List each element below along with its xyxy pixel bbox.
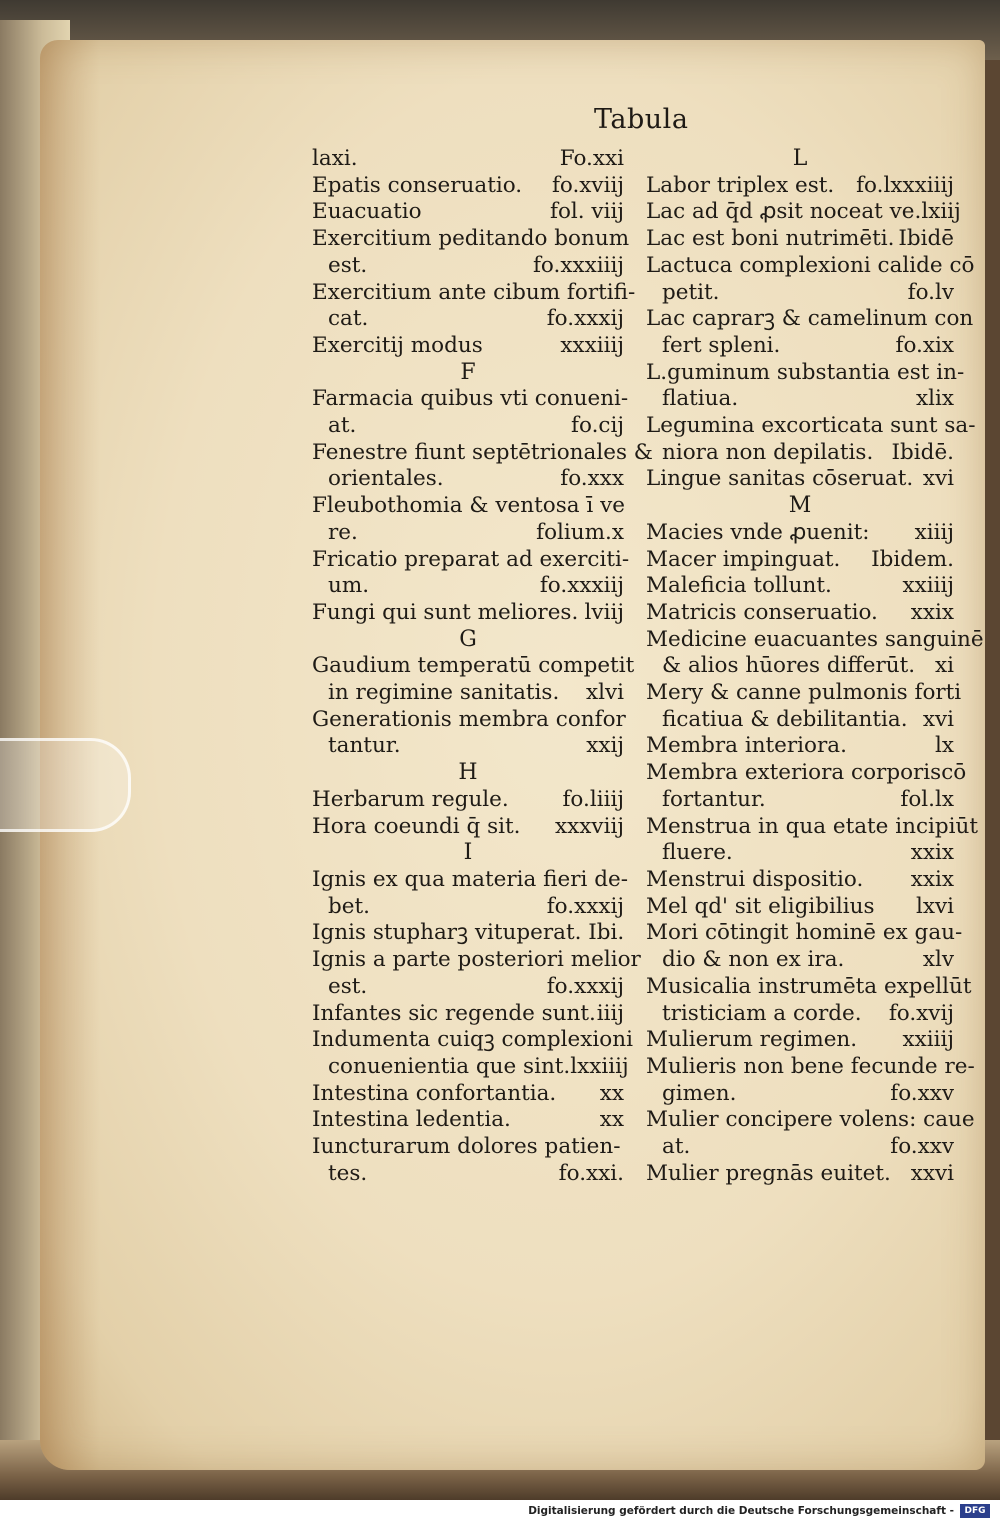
entry-line [312,866,628,894]
entry-line [312,947,641,974]
folio-reference: xxix [910,840,954,866]
folio-reference: xxiiij [902,1027,954,1053]
section-letter: F [460,359,476,385]
entry-text: L.guminum substantia est in- [646,359,965,385]
entry-line [646,1081,954,1108]
entry-line [646,813,979,841]
index-entry [646,894,954,921]
folio-reference: xvi [922,706,954,732]
entry-line [646,600,954,627]
index-entry [312,1027,633,1080]
folio-reference: iiij [596,1000,624,1026]
entry-line [312,1107,624,1134]
entry-text: Macer impinguat. [646,546,841,572]
entry-text: Lac est boni nutrimēti. [646,226,895,252]
entry-text: Euacuatio [312,199,422,225]
index-entry [312,1134,624,1187]
entry-line [646,653,954,680]
folio-reference: lviij [584,599,624,625]
entry-line [646,386,954,413]
entry-text: tes. [328,1160,368,1186]
entry-line [646,173,954,200]
entry-text: Intestina ledentia. [312,1107,511,1133]
entry-text: re. [328,519,358,545]
entry-line [646,626,984,654]
index-entry [312,653,635,706]
folio-reference: fo.xxxiiij [532,252,624,278]
entry-line [312,333,624,360]
index-entry [646,680,962,733]
entry-text: Iuncturarum dolores patien- [312,1134,621,1160]
index-entry [646,1053,975,1107]
folio-reference: fo.cij [571,413,624,439]
index-entry [312,1107,624,1134]
folio-reference: xlv [922,947,954,973]
dfg-logo: DFG [960,1504,990,1518]
index-entry [312,173,624,200]
entry-text: at. [662,1134,691,1160]
index-entry [312,226,630,279]
entry-line [312,974,624,1001]
section-letter: G [459,626,477,652]
entry-text: est. [328,973,368,999]
entry-line [312,1027,633,1054]
index-entry [646,1161,954,1188]
entry-line [312,386,629,413]
index-entry [646,306,974,359]
index-entry [646,973,972,1027]
folio-reference: Ibidē. [891,439,954,465]
entry-text: Fricatio preparat ad exerciti- [312,546,630,572]
section-letter: I [463,840,473,866]
folio-reference: fo.xxxij [546,306,624,332]
entry-text: tantur. [328,733,401,759]
entry-text: Herbarum regule. [312,786,509,812]
entry-text: Lac caprarꝫ & camelinum con [646,306,974,332]
entry-line [646,547,954,574]
entry-line [312,279,636,307]
entry-text: Mori cōtingit hominē ex gau- [646,920,963,946]
folio-reference: fo.lxxxiiij [856,172,954,198]
folio-reference: lxiij [921,199,961,225]
entry-text: Fleubothomia & ventosa ī ve [312,493,625,519]
index-entry [312,199,624,226]
entry-line [646,1001,954,1028]
entry-text: Menstrui dispositio. [646,866,864,892]
folio-reference: xxxiiij [560,332,624,358]
entry-line [312,466,624,493]
index-entry [646,520,954,547]
index-column-left [312,146,653,1187]
index-entry [646,199,961,226]
index-entry [646,600,954,627]
index-entry [646,252,975,306]
folio-reference: Ibidem. [871,546,954,572]
entry-line [312,439,653,467]
folio-reference: xiiij [914,519,954,545]
section-letter: L [792,146,808,171]
entry-text: flatiua. [662,386,739,412]
entry-line [646,280,954,307]
folio-reference: xlvi [585,680,624,706]
folio-reference: fo.xxv [890,1134,954,1160]
folio-reference: lxvi [915,893,954,919]
index-entry [646,733,954,760]
folio-reference: xx [599,1107,624,1133]
entry-text: laxi. [312,146,358,171]
index-entry [646,173,954,200]
entry-text: fortantur. [662,786,766,812]
entry-line [312,1134,624,1161]
entry-text: Ignis stupharꝫ vituperat. Ibi. [312,920,625,946]
entry-line [646,199,961,226]
folio-reference: Fo.xxi [559,146,624,171]
entry-line [312,226,630,253]
entry-line [646,306,974,333]
folio-reference: fo.xxv [890,1080,954,1106]
index-entry [646,867,954,894]
entry-line [646,947,954,974]
entry-line [646,840,954,867]
folio-reference: fo.xvij [888,1000,954,1026]
entry-text: petit. [662,279,720,305]
entry-line [646,1161,954,1188]
entry-text: fert spleni. [662,332,781,358]
entry-text: Musicalia instrumēta expellūt [646,973,972,999]
index-entry [312,1001,624,1028]
folio-reference: fo.xix [895,332,954,358]
folio-reference: lx [934,733,954,759]
entry-line [312,1001,624,1028]
entry-line [646,1134,954,1161]
entry-text: Matricis conseruatio. [646,599,878,625]
index-entry [646,413,976,466]
index-entry [646,573,954,600]
entry-text: Generationis membra confor [312,706,626,732]
entry-text: gimen. [662,1080,737,1106]
entry-text: Lingue sanitas cōseruat. [646,466,914,492]
index-entry [646,626,984,680]
entry-line [312,1081,624,1108]
entry-line [646,252,975,280]
plastic-clip [0,738,131,832]
entry-line [312,546,630,574]
index-entry [312,146,624,173]
entry-text: ficatiua & debilitantia. [662,706,908,732]
folio-reference: xxix [910,866,954,892]
folio-reference: xvi [922,466,954,492]
entry-text: orientales. [328,466,444,492]
entry-line [312,814,624,841]
entry-line [312,253,624,280]
entry-line [312,920,624,947]
entry-line [646,920,963,947]
entry-line [646,707,954,734]
index-entry [312,1081,624,1108]
folio-reference: fo.xxxij [546,973,624,999]
entry-text: Membra exteriora corporiscō [646,760,967,786]
entry-text: Mel qd' sit eligibilius [646,893,875,919]
folio-reference: xlix [915,386,954,412]
index-column-right [646,146,984,1187]
entry-line [312,894,624,921]
entry-text: Fenestre fiunt septētrionales & [312,439,653,465]
folio-reference: xxvi [910,1160,954,1186]
entry-line [312,173,624,200]
entry-line [646,520,954,547]
folio-reference: fo.xxxiij [539,573,624,599]
index-entry [646,466,954,493]
index-entry [312,920,624,947]
entry-text: Maleficia tollunt. [646,573,832,599]
entry-text: Exercitium peditando bonum [312,226,630,252]
entry-text: Labor triplex est. [646,172,835,198]
entry-text: Membra interiora. [646,733,847,759]
folio-reference: fo.liiij [562,786,624,812]
folio-reference: fo.lv [907,279,954,305]
index-entry [312,600,624,627]
entry-text: dio & non ex ira. [662,947,845,973]
index-entry [312,707,624,760]
folio-reference: folium.x [536,519,624,545]
entry-line [646,573,954,600]
index-entry [646,813,979,867]
entry-line [646,760,967,787]
folio-reference: fo.xxx [560,466,624,492]
entry-text: Mulier pregnās euitet. [646,1160,891,1186]
entry-text: Lac ad q̄d ꝓsit noceat ve. [646,199,922,225]
footer-credit: Digitalisierung gefördert durch die Deutsche Forschungsgemeinschaft - [528,1505,954,1517]
section-letter: M [788,493,812,519]
entry-text: & alios hūores differūt. [662,653,916,679]
entry-line [312,680,624,707]
folio-reference: xxix [910,599,954,625]
entry-line [312,493,624,520]
entry-line [646,466,954,493]
entry-text: Gaudium temperatū competit [312,653,635,679]
index-entry [312,787,624,814]
index-entry [312,866,628,920]
entry-line [312,306,624,333]
folio-reference: fol. viij [549,199,624,225]
entry-text: Mulier concipere volens: caue [646,1107,975,1133]
entry-line [312,573,624,600]
folio-reference: xxiiij [902,573,954,599]
entry-line [646,680,962,707]
entry-text: Hora coeundi q̄ sit. [312,813,521,839]
index-entry [312,493,624,546]
entry-line [646,1107,975,1134]
index-entry [312,439,653,493]
folio-reference: fo.xxi. [558,1160,624,1186]
entry-line [312,707,624,734]
folio-reference: fol.lx [900,786,954,812]
entry-line [312,413,624,440]
folio-reference: xi [934,653,954,679]
entry-text: Fungi qui sunt meliores. [312,599,579,625]
entry-text: Legumina excorticata sunt sa- [646,413,976,439]
entry-text: Farmacia quibus vti conueni- [312,386,629,412]
entry-text: Ignis ex qua materia fieri de- [312,866,628,892]
entry-line [312,787,624,814]
entry-text: Mery & canne pulmonis forti [646,680,962,706]
entry-text: Epatis conseruatio. [312,172,523,198]
index-entry [646,226,954,253]
entry-line [312,146,624,173]
index-entry [312,386,629,439]
index-entry [646,920,963,973]
entry-text: Intestina confortantia. [312,1080,557,1106]
entry-text: Mulieris non bene fecunde re- [646,1053,975,1079]
index-entry [646,359,965,413]
entry-line [646,894,954,921]
entry-line [312,733,624,760]
entry-text: Mulierum regimen. [646,1027,858,1053]
index-entry [312,279,636,333]
section-letter: H [458,760,478,786]
entry-text: niora non depilatis. [662,439,874,465]
folio-reference: lxxiiij [570,1053,629,1079]
entry-line [646,787,954,814]
entry-line [646,333,954,360]
entry-line [646,226,954,253]
entry-line [312,1161,624,1188]
entry-text: Indumenta cuiqꝫ complexioni [312,1027,633,1053]
entry-line [312,600,624,627]
entry-line [312,199,624,226]
entry-text: Infantes sic regende sunt. [312,1000,596,1026]
folio-reference: fo.xviij [551,172,624,198]
index-entry [312,333,624,360]
index-entry [646,1027,954,1054]
index-entry [312,814,624,841]
running-head: Tabula [594,104,689,135]
entry-text: cat. [328,306,369,332]
entry-line [646,867,954,894]
entry-line [646,1053,975,1081]
entry-text: conuenientia que sint. [328,1053,571,1079]
folio-reference: xx [599,1080,624,1106]
entry-line [646,359,965,387]
entry-line [312,1053,629,1081]
entry-text: in regimine sanitatis. [328,680,560,706]
entry-line [646,1027,954,1054]
entry-text: at. [328,413,357,439]
entry-text: Medicine euacuantes sanguinē [646,626,984,652]
index-entry [312,947,641,1000]
entry-line [646,733,954,760]
entry-text: Menstrua in qua etate incipiūt [646,813,979,839]
entry-text: Ignis a parte posteriori melior [312,947,641,973]
entry-text: Lactuca complexioni calide cō [646,252,975,278]
entry-line [646,413,976,440]
entry-line [312,520,624,547]
entry-text: bet. [328,893,370,919]
entry-text: Macies vnde ꝓuenit: [646,519,870,545]
entry-line [646,440,954,467]
folio-reference: Ibidē [898,226,954,252]
entry-line [646,973,972,1001]
digitization-footer [0,1500,1000,1523]
index-entry [312,546,630,600]
folio-reference: fo.xxxij [546,893,624,919]
entry-line [312,653,635,680]
entry-text: fluere. [662,840,733,866]
entry-text: Exercitium ante cibum fortifi- [312,279,636,305]
entry-text: Exercitij modus [312,332,483,358]
index-entry [646,760,967,813]
entry-text: est. [328,252,368,278]
index-entry [646,547,954,574]
folio-reference: xxxviij [555,813,624,839]
entry-text: tristiciam a corde. [662,1000,862,1026]
entry-text: um. [328,573,370,599]
index-entry [646,1107,975,1160]
folio-reference: xxij [586,733,624,759]
